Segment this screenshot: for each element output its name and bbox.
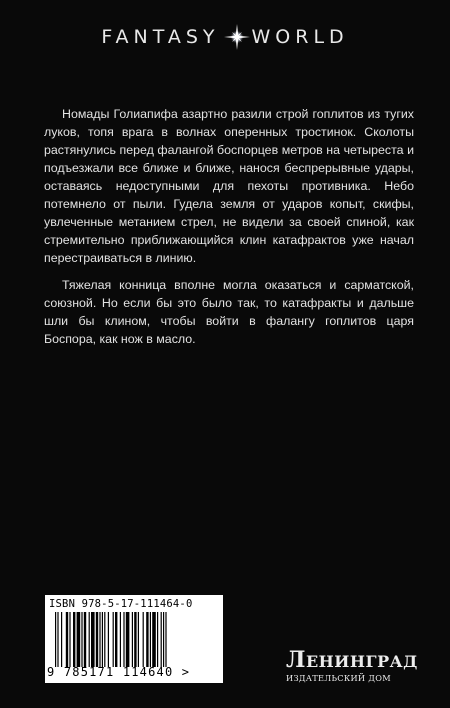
barcode-bar [57, 612, 58, 667]
barcode-bar [61, 612, 62, 667]
barcode-bar [146, 612, 148, 667]
publisher-name-rest: ЕНИНГРАД [305, 652, 418, 671]
blurb-paragraph: Номады Голиапифа азартно разили строй гоплитов из тугих луков, топя врага в волнах оперенных тростинок. Сколоты растянулись перед фалангой боспорцев метров на четыреста и подъезжали все ближе и ближе, нанося беспрерывные удары, оставаясь недоступными для пехоты противника. Небо потемнело от пыли. Гудела земля от ударов копыт, скифы, увлеченные метанием стрел, не видели за своей спиной, как стремительно приближающийся клин катафрактов уже начал перестраиваться в линию. [44, 107, 414, 265]
barcode-bar [163, 612, 164, 667]
barcode-bar [69, 612, 70, 667]
barcode-bar [104, 612, 105, 667]
isbn-text: ISBN 978-5-17-111464-0 [49, 598, 193, 610]
barcode-bar [150, 612, 151, 667]
barcode-bar [84, 612, 86, 667]
barcode-bar [102, 612, 103, 667]
barcode-bar [115, 612, 117, 667]
series-title-left: FANTASY [101, 26, 220, 48]
barcode-bar [152, 612, 156, 667]
barcode-bar [113, 612, 114, 667]
barcode-bar [123, 612, 124, 667]
barcode-bar [99, 612, 100, 667]
barcode-bar [96, 612, 98, 667]
barcode-bar [89, 612, 90, 667]
barcode-bar [81, 612, 82, 667]
back-cover-blurb [44, 105, 414, 348]
ean-digits: 9 785171 114640 > [47, 665, 191, 679]
star-icon [224, 24, 250, 50]
barcode-panel [45, 595, 223, 683]
series-title-right: WORLD [251, 26, 349, 48]
barcode-bar [73, 612, 75, 667]
publisher-subtitle: ИЗДАТЕЛЬСКИЙ ДОМ [286, 673, 391, 683]
publisher-logo [286, 647, 418, 690]
barcode-bar [143, 612, 144, 667]
barcode-image [53, 612, 215, 667]
barcode-bar [165, 612, 166, 667]
publisher-name-cap: Л [286, 647, 306, 673]
barcode-bar [134, 612, 136, 667]
blurb-paragraph: Тяжелая конница вполне могла оказаться и сарматской, союзной. Но если бы это было так, то катафракты и дальше шли бы клином, чтобы войти в фалангу гоплитов царя Боспора, как нож в масло. [44, 278, 414, 346]
barcode-bar [108, 612, 109, 667]
barcode-bar [55, 612, 56, 667]
barcode-bar [161, 612, 162, 667]
barcode-bar [132, 612, 133, 667]
barcode-bar [138, 612, 139, 667]
series-logo [0, 22, 450, 52]
barcode-bar [126, 612, 130, 667]
barcode-bar [77, 612, 81, 667]
barcode-bar [120, 612, 121, 667]
barcode-bar [91, 612, 95, 667]
barcode-bar [157, 612, 158, 667]
barcode-bar [66, 612, 68, 667]
publisher-name [286, 647, 418, 673]
